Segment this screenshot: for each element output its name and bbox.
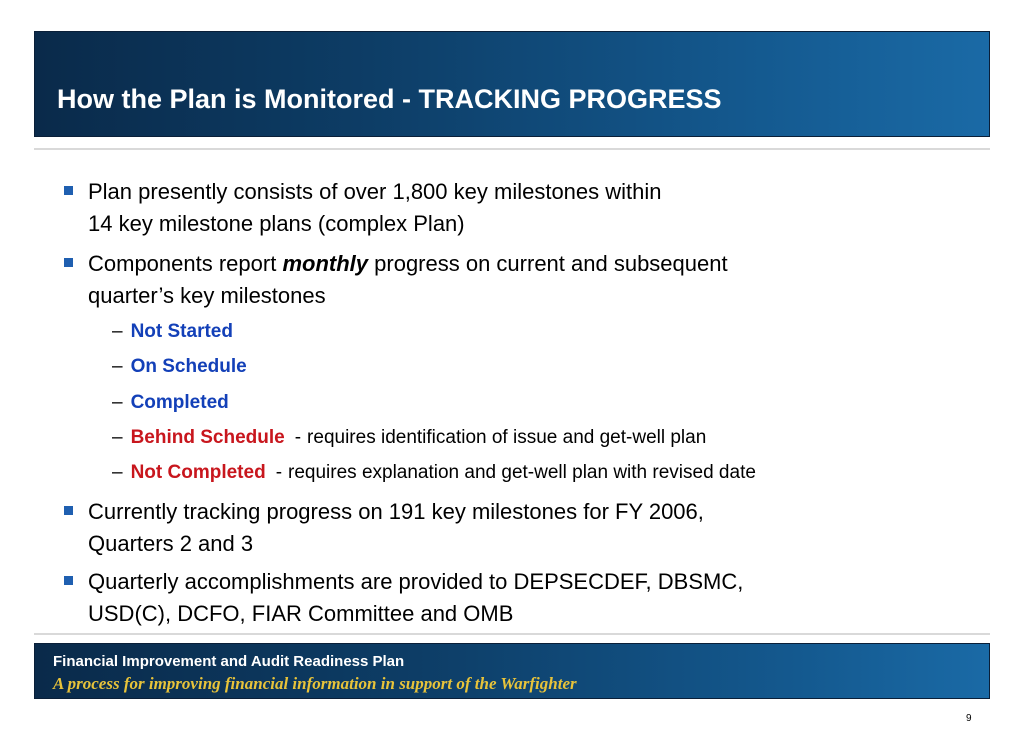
- bullet-text-line: USD(C), DCFO, FIAR Committee and OMB: [88, 601, 514, 626]
- bullet-text-line: Quarters 2 and 3: [88, 531, 254, 556]
- title-banner: [34, 31, 990, 137]
- bullet-text-line: Components report monthly progress on current and subsequent: [88, 251, 728, 276]
- square-bullet-icon: [64, 576, 73, 585]
- status-item-completed: – Completed: [112, 392, 229, 413]
- status-note: requires explanation and get-well plan with revised date: [288, 462, 756, 483]
- status-item-on-schedule: – On Schedule: [112, 356, 247, 377]
- square-bullet-icon: [64, 186, 73, 195]
- bullet-text-line: 14 key milestone plans (complex Plan): [88, 211, 465, 236]
- footer-title: Financial Improvement and Audit Readiness Plan: [53, 653, 405, 670]
- square-bullet-icon: [64, 506, 73, 515]
- status-label: On Schedule: [130, 356, 247, 377]
- bullet-text-line: quarter’s key milestones: [88, 283, 326, 308]
- status-label: Behind Schedule: [130, 427, 285, 448]
- page-number: 9: [966, 713, 972, 724]
- square-bullet-icon: [64, 258, 73, 267]
- status-label: Not Started: [130, 321, 233, 342]
- top-divider: [34, 148, 990, 150]
- bullet-text-line: Currently tracking progress on 191 key milestones for FY 2006,: [88, 499, 704, 524]
- status-note: requires identification of issue and get-well plan: [307, 427, 707, 448]
- footer-tagline: A process for improving financial information in support of the Warfighter: [53, 674, 577, 693]
- status-label: Not Completed: [130, 462, 266, 483]
- footer-banner: [34, 643, 990, 699]
- bullet-text-line: Plan presently consists of over 1,800 key milestones within: [88, 179, 662, 204]
- status-item-not-started: – Not Started: [112, 321, 233, 342]
- status-item-behind-schedule: – Behind Schedule - requires identification of issue and get-well plan: [112, 427, 707, 448]
- slide-title: How the Plan is Monitored - TRACKING PROGRESS: [57, 84, 722, 114]
- bullet-text-line: Quarterly accomplishments are provided to DEPSECDEF, DBSMC,: [88, 569, 744, 594]
- emphasis-text: monthly: [282, 251, 369, 276]
- status-item-not-completed: – Not Completed - requires explanation and get-well plan with revised date: [112, 462, 756, 483]
- bottom-divider: [34, 633, 990, 635]
- status-label: Completed: [130, 392, 229, 413]
